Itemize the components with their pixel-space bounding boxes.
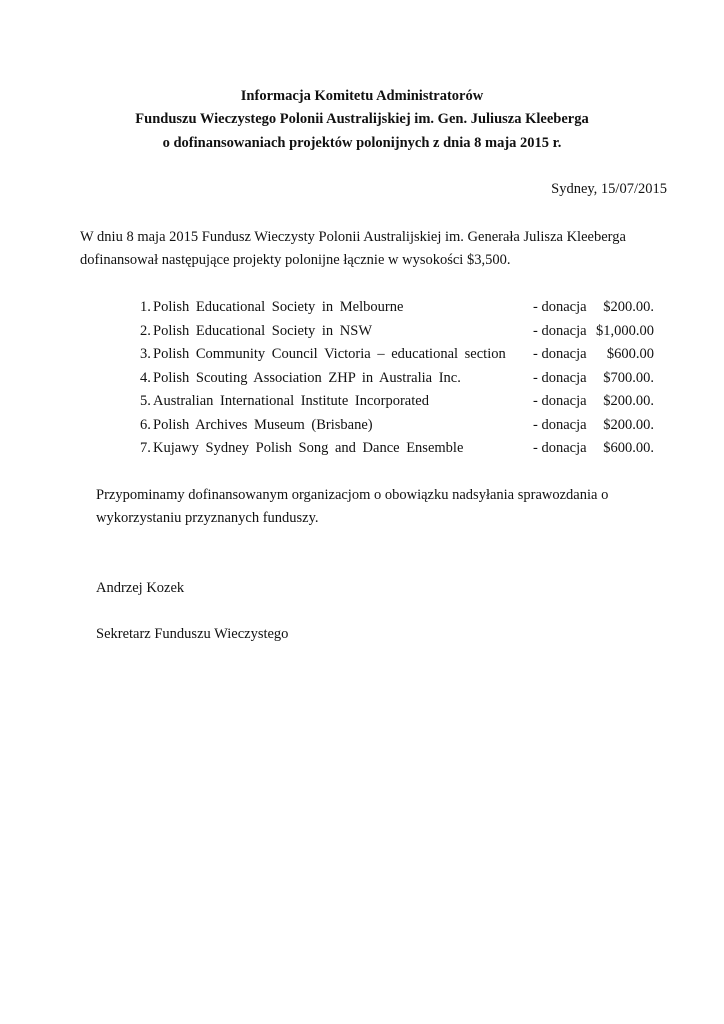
list-item [140,437,660,460]
item-donation-label: - donacja [533,369,587,386]
item-amount: $600.00. [603,440,654,456]
item-number: 5. [140,393,151,409]
item-amount: $200.00. [603,393,654,409]
document-title-line-2: Funduszu Wieczystego Polonii Australijskiej im. Gen. Juliusza Kleeberga [135,111,589,127]
list-item [140,367,660,390]
item-donation-label: - donacja [533,346,587,362]
intro-line-2: dofinansował następujące projekty polonijne łącznie w wysokości $3,500. [80,252,511,268]
intro-paragraph [80,226,680,272]
intro-line-1: W dniu 8 maja 2015 Fundusz Wieczysty Polonii Australijskiej im. Generała Julisza Kleeberga [80,229,626,245]
document-title-line-1: Informacja Komitetu Administratorów [240,88,484,104]
item-name: Polish Scouting Association ZHP in Australia Inc. [153,369,461,386]
item-donation-label: - donacja [533,299,587,315]
item-number: 1. [140,299,151,315]
item-amount: $200.00. [603,299,654,315]
place-and-date: Sydney, 15/07/2015 [551,181,667,197]
item-name: Polish Educational Society in Melbourne [153,299,404,315]
item-number: 6. [140,416,151,433]
item-amount: $200.00. [603,416,654,433]
item-name: Kujawy Sydney Polish Song and Dance Ensemble [153,440,464,456]
list-item [140,414,660,437]
item-number: 3. [140,346,151,362]
item-name: Polish Community Council Victoria – educational section [153,346,506,362]
item-amount: $700.00. [603,369,654,386]
signatory-role: Sekretarz Funduszu Wieczystego [96,626,289,642]
reminder-paragraph [96,484,636,530]
item-number: 4. [140,369,151,386]
item-donation-label: - donacja [533,322,587,339]
item-amount: $600.00 [606,346,654,362]
document-title-line-3: o dofinansowaniach projektów polonijnych z dnia 8 maja 2015 r. [162,135,562,151]
list-item [140,320,660,343]
item-name: Polish Educational Society in NSW [153,322,373,339]
signatory-name: Andrzej Kozek [96,580,185,596]
list-item [140,296,660,319]
list-item [140,343,660,366]
item-name: Polish Archives Museum (Brisbane) [153,416,373,433]
reminder-line-1: Przypominamy dofinansowanym organizacjom o obowiązku nadsyłania sprawozdania o [96,487,609,503]
item-donation-label: - donacja [533,393,587,409]
reminder-line-2: wykorzystaniu przyznanych funduszy. [96,510,319,526]
item-number: 7. [140,440,151,456]
item-name: Australian International Institute Incorporated [153,393,429,409]
item-donation-label: - donacja [533,416,587,433]
item-number: 2. [140,322,151,339]
item-donation-label: - donacja [533,440,587,456]
list-item [140,390,660,413]
item-amount: $1,000.00 [596,322,654,339]
